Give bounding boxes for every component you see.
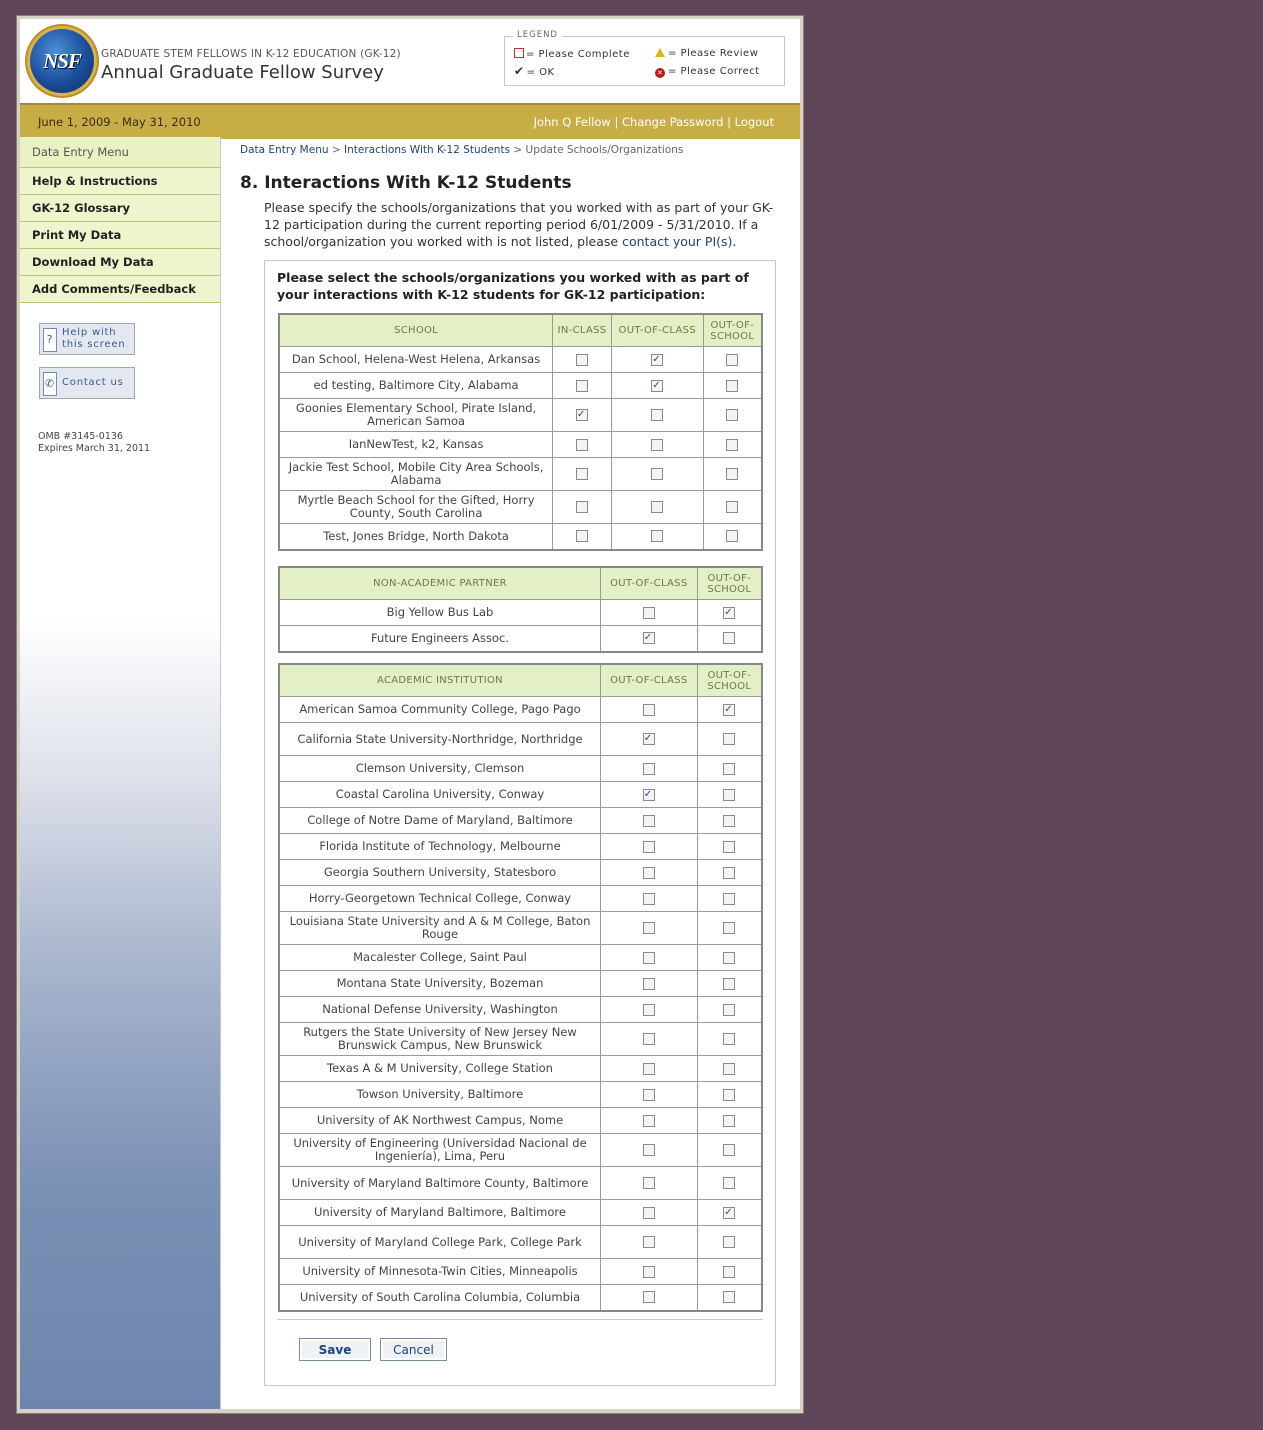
out-of-class-checkbox[interactable] [643,733,655,745]
checkbox-cell [601,971,698,997]
table-row [279,1108,762,1134]
out-of-class-checkbox[interactable] [643,841,655,853]
row-name: Clemson University, Clemson [279,756,601,782]
checkbox-cell [697,834,762,860]
selection-panel [264,260,776,1386]
row-name: College of Notre Dame of Maryland, Baltimore [279,808,601,834]
table-row [279,860,762,886]
checkbox-cell [601,1259,698,1285]
legend [504,30,785,86]
table-row [279,491,762,524]
out-of-school-checkbox[interactable] [723,922,735,934]
row-name: Big Yellow Bus Lab [279,600,600,626]
in-class-checkbox[interactable] [576,468,588,480]
checkbox-cell [703,491,762,524]
checkbox-cell [601,723,698,756]
table-row [279,886,762,912]
col-header-out-of-class: OUT-OF-CLASS [601,664,698,697]
row-name: Rutgers the State University of New Jersey New Brunswick Campus, New Brunswick [279,1023,601,1056]
out-of-class-checkbox[interactable] [643,763,655,775]
table-row [279,912,762,945]
out-of-school-checkbox[interactable] [723,1004,735,1016]
breadcrumb-interactions[interactable]: Interactions With K-12 Students [344,144,511,156]
out-of-school-checkbox[interactable] [723,763,735,775]
table-row [279,1134,762,1167]
row-name: Test, Jones Bridge, North Dakota [279,524,553,550]
out-of-school-checkbox[interactable] [723,632,735,644]
checkbox-cell [601,1200,698,1226]
help-screen-button[interactable]: ? Help with this screen [39,323,135,355]
checkbox-cell [703,432,762,458]
row-name: Florida Institute of Technology, Melbourne [279,834,601,860]
checkbox-cell [553,524,612,550]
panel-heading: Please select the schools/organizations you worked with as part of your interactions with K-12 students for GK-12 participation: [277,270,749,302]
out-of-school-checkbox[interactable] [723,1033,735,1045]
error-icon: ✕ [656,69,664,77]
checkbox-cell [553,491,612,524]
checkbox-cell [611,524,703,550]
checkbox-cell [697,600,762,626]
table-row [279,1226,762,1259]
checkbox-cell [703,347,762,373]
table-row [279,808,762,834]
out-of-class-checkbox[interactable] [643,1291,655,1303]
checkbox-cell [601,808,698,834]
out-of-class-checkbox[interactable] [643,1236,655,1248]
checkbox-cell [601,1023,698,1056]
out-of-class-checkbox[interactable] [643,893,655,905]
checkbox-cell [697,626,762,652]
out-of-school-checkbox[interactable] [726,354,738,366]
out-of-class-checkbox[interactable] [643,1063,655,1075]
out-of-class-checkbox[interactable] [651,439,663,451]
row-name: University of Maryland Baltimore County, Baltimore [279,1167,601,1200]
sidebar-item-print[interactable]: Print My Data [20,222,220,249]
checkbox-cell [553,458,612,491]
checkbox-cell [697,756,762,782]
out-of-school-checkbox[interactable] [723,1207,735,1219]
out-of-school-checkbox[interactable] [723,841,735,853]
row-name: Jackie Test School, Mobile City Area Schools, Alabama [279,458,553,491]
out-of-school-checkbox[interactable] [723,1089,735,1101]
row-name: Dan School, Helena-West Helena, Arkansas [279,347,553,373]
checkbox-cell [697,971,762,997]
out-of-class-checkbox[interactable] [651,380,663,392]
checkbox-cell [697,860,762,886]
out-of-class-checkbox[interactable] [643,607,655,619]
row-name: University of South Carolina Columbia, Columbia [279,1285,601,1311]
checkbox-cell [611,432,703,458]
col-header-out-of-class: OUT-OF-CLASS [611,314,703,347]
row-name: Horry-Georgetown Technical College, Conway [279,886,601,912]
row-name: Louisiana State University and A & M College, Baton Rouge [279,912,601,945]
row-name: California State University-Northridge, Northridge [279,723,601,756]
table-row [279,1259,762,1285]
checkbox-cell [697,886,762,912]
col-header-out-of-school: OUT-OF-SCHOOL [697,567,762,600]
out-of-school-checkbox[interactable] [723,1236,735,1248]
row-name: IanNewTest, k2, Kansas [279,432,553,458]
checkbox-cell [697,782,762,808]
checkbox-cell [611,399,703,432]
page-title: Annual Graduate Fellow Survey [101,62,384,83]
checkbox-cell [697,1082,762,1108]
legend-complete: = Please Complete [514,48,630,60]
checkbox-cell [697,1200,762,1226]
checkbox-cell [601,1082,698,1108]
table-row [279,1167,762,1200]
out-of-class-checkbox[interactable] [643,1033,655,1045]
row-name: Montana State University, Bozeman [279,971,601,997]
table-row [279,1023,762,1056]
out-of-school-checkbox[interactable] [723,733,735,745]
legend-ok: ✔ = OK [514,64,555,78]
in-class-checkbox[interactable] [576,501,588,513]
in-class-checkbox[interactable] [576,354,588,366]
divider [277,1319,763,1320]
table-row [279,971,762,997]
warning-icon [655,48,665,57]
checkbox-cell [697,1226,762,1259]
nsf-logo: NSF [30,29,94,93]
sidebar-item-download[interactable]: Download My Data [20,249,220,276]
table-row [279,723,762,756]
header-subtitle: GRADUATE STEM FELLOWS IN K-12 EDUCATION (GK-12) [101,48,401,60]
user-name-link[interactable]: John Q Fellow [533,115,611,129]
checkbox-cell [697,997,762,1023]
out-of-class-checkbox[interactable] [643,1115,655,1127]
checkbox-cell [601,945,698,971]
checkbox-cell [553,347,612,373]
checkbox-cell [601,860,698,886]
out-of-class-checkbox[interactable] [643,952,655,964]
out-of-school-checkbox[interactable] [723,1177,735,1189]
institutions-table [278,663,763,1312]
row-name: Coastal Carolina University, Conway [279,782,601,808]
intro-text: Please specify the schools/organizations that you worked with as part of your GK-12 participation during the current reporting period 6/01/2009 - 5/31/2010. If a school/organization you worked with is not listed, please contact your PI(s). [264,200,774,249]
sidebar-menu-title: Data Entry Menu [20,137,220,168]
table-row [279,834,762,860]
save-button[interactable]: Save [299,1338,371,1361]
breadcrumb-current: Update Schools/Organizations [525,144,684,156]
out-of-class-checkbox[interactable] [643,867,655,879]
row-name: University of Maryland College Park, College Park [279,1226,601,1259]
checkbox-cell [697,1023,762,1056]
legend-title: LEGEND [513,30,562,40]
checkbox-cell [697,1285,762,1311]
checkmark-icon: ✔ [514,64,525,78]
checkbox-cell [611,458,703,491]
checkbox-cell [600,626,697,652]
omb-info: OMB #3145-0136 Expires March 31, 2011 [38,431,151,454]
checkbox-cell [611,373,703,399]
out-of-class-checkbox[interactable] [643,1207,655,1219]
checkbox-cell [697,1167,762,1200]
out-of-school-checkbox[interactable] [723,1266,735,1278]
checkbox-cell [601,997,698,1023]
out-of-class-checkbox[interactable] [643,632,655,644]
contact-us-button[interactable]: ✆ Contact us [39,367,135,399]
checkbox-cell [697,723,762,756]
out-of-school-checkbox[interactable] [726,409,738,421]
phone-icon: ✆ [43,372,57,396]
out-of-school-checkbox[interactable] [723,1291,735,1303]
contact-pi-link[interactable]: contact your PI(s) [622,234,733,249]
out-of-class-checkbox[interactable] [643,1266,655,1278]
in-class-checkbox[interactable] [576,380,588,392]
row-name: University of AK Northwest Campus, Nome [279,1108,601,1134]
checkbox-cell [553,399,612,432]
checkbox-cell [703,524,762,550]
checkbox-cell [611,491,703,524]
out-of-class-checkbox[interactable] [643,815,655,827]
row-name: American Samoa Community College, Pago Pago [279,697,601,723]
logout-link[interactable]: Logout [734,115,774,129]
row-name: Texas A & M University, College Station [279,1056,601,1082]
out-of-school-checkbox[interactable] [723,1115,735,1127]
row-name: Towson University, Baltimore [279,1082,601,1108]
col-header-out-of-school: OUT-OF-SCHOOL [697,664,762,697]
row-name: Myrtle Beach School for the Gifted, Horry County, South Carolina [279,491,553,524]
table-row [279,373,762,399]
checkbox-cell [611,347,703,373]
table-row [279,1082,762,1108]
table-row [279,626,762,652]
out-of-school-checkbox[interactable] [726,530,738,542]
help-icon: ? [43,328,57,352]
sidebar-item-help[interactable]: Help & Instructions [20,168,220,195]
col-header-school: SCHOOL [279,314,553,347]
checkbox-cell [601,782,698,808]
out-of-class-checkbox[interactable] [643,1144,655,1156]
legend-correct: ✕ = Please Correct [656,66,760,77]
out-of-class-checkbox[interactable] [651,354,663,366]
out-of-school-checkbox[interactable] [723,1144,735,1156]
header [20,19,800,103]
out-of-school-checkbox[interactable] [726,439,738,451]
reporting-period: June 1, 2009 - May 31, 2010 [38,115,201,129]
schools-table [278,313,763,551]
checkbox-cell [697,808,762,834]
checkbox-cell [601,1108,698,1134]
table-row [279,432,762,458]
out-of-school-checkbox[interactable] [723,704,735,716]
empty-box-icon [514,48,524,58]
sidebar-item-comments[interactable]: Add Comments/Feedback [20,276,220,303]
checkbox-cell [697,1108,762,1134]
change-password-link[interactable]: Change Password [622,115,724,129]
row-name: ed testing, Baltimore City, Alabama [279,373,553,399]
checkbox-cell [601,756,698,782]
checkbox-cell [601,1167,698,1200]
table-row [279,997,762,1023]
col-header-partner: NON-ACADEMIC PARTNER [279,567,600,600]
checkbox-cell [553,432,612,458]
checkbox-cell [697,1134,762,1167]
col-header-out-of-school: OUT-OF-SCHOOL [703,314,762,347]
out-of-class-checkbox[interactable] [643,789,655,801]
table-row [279,782,762,808]
row-name: University of Engineering (Universidad Nacional de Ingeniería), Lima, Peru [279,1134,601,1167]
out-of-school-checkbox[interactable] [723,893,735,905]
cancel-button[interactable]: Cancel [380,1338,447,1361]
table-row [279,1056,762,1082]
out-of-class-checkbox[interactable] [643,704,655,716]
row-name: Future Engineers Assoc. [279,626,600,652]
checkbox-cell [601,912,698,945]
breadcrumb: Data Entry Menu > Interactions With K-12 Students > Update Schools/Organizations [240,144,684,156]
in-class-checkbox[interactable] [576,439,588,451]
out-of-school-checkbox[interactable] [723,978,735,990]
checkbox-cell [703,373,762,399]
table-row [279,399,762,432]
row-name: Macalester College, Saint Paul [279,945,601,971]
out-of-school-checkbox[interactable] [723,867,735,879]
main-content [220,137,800,1409]
in-class-checkbox[interactable] [576,530,588,542]
out-of-class-checkbox[interactable] [643,1177,655,1189]
table-row [279,600,762,626]
out-of-school-checkbox[interactable] [726,501,738,513]
out-of-school-checkbox[interactable] [723,952,735,964]
checkbox-cell [697,1056,762,1082]
checkbox-cell [553,373,612,399]
in-class-checkbox[interactable] [576,409,588,421]
checkbox-cell [601,834,698,860]
table-row [279,1200,762,1226]
out-of-class-checkbox[interactable] [643,978,655,990]
section-heading: 8. Interactions With K-12 Students [240,173,572,193]
table-row [279,697,762,723]
out-of-class-checkbox[interactable] [651,409,663,421]
out-of-school-checkbox[interactable] [723,1063,735,1075]
out-of-school-checkbox[interactable] [723,607,735,619]
checkbox-cell [703,399,762,432]
checkbox-cell [697,1259,762,1285]
checkbox-cell [601,1226,698,1259]
out-of-class-checkbox[interactable] [643,1089,655,1101]
checkbox-cell [697,945,762,971]
partners-table [278,566,763,653]
user-links: John Q Fellow | Change Password | Logout [533,115,774,129]
col-header-institution: ACADEMIC INSTITUTION [279,664,601,697]
out-of-school-checkbox[interactable] [723,815,735,827]
out-of-class-checkbox[interactable] [643,922,655,934]
col-header-in-class: IN-CLASS [553,314,612,347]
table-row [279,1285,762,1311]
row-name: University of Maryland Baltimore, Baltimore [279,1200,601,1226]
checkbox-cell [601,697,698,723]
row-name: University of Minnesota-Twin Cities, Minneapolis [279,1259,601,1285]
out-of-school-checkbox[interactable] [726,380,738,392]
checkbox-cell [601,1056,698,1082]
sidebar [20,137,221,1409]
row-name: Georgia Southern University, Statesboro [279,860,601,886]
row-name: National Defense University, Washington [279,997,601,1023]
row-name: Goonies Elementary School, Pirate Island, American Samoa [279,399,553,432]
page [20,19,800,1409]
out-of-school-checkbox[interactable] [723,789,735,801]
checkbox-cell [600,600,697,626]
out-of-class-checkbox[interactable] [651,530,663,542]
legend-review: = Please Review [655,48,758,59]
checkbox-cell [697,912,762,945]
checkbox-cell [601,886,698,912]
out-of-class-checkbox[interactable] [651,501,663,513]
checkbox-cell [601,1134,698,1167]
col-header-out-of-class: OUT-OF-CLASS [600,567,697,600]
table-row [279,945,762,971]
out-of-class-checkbox[interactable] [651,468,663,480]
checkbox-cell [703,458,762,491]
date-bar [20,103,800,139]
breadcrumb-data-entry-menu[interactable]: Data Entry Menu [240,144,329,156]
out-of-class-checkbox[interactable] [643,1004,655,1016]
table-row [279,524,762,550]
table-row [279,756,762,782]
sidebar-item-glossary[interactable]: GK-12 Glossary [20,195,220,222]
out-of-school-checkbox[interactable] [726,468,738,480]
table-row [279,347,762,373]
checkbox-cell [697,697,762,723]
table-row [279,458,762,491]
checkbox-cell [601,1285,698,1311]
